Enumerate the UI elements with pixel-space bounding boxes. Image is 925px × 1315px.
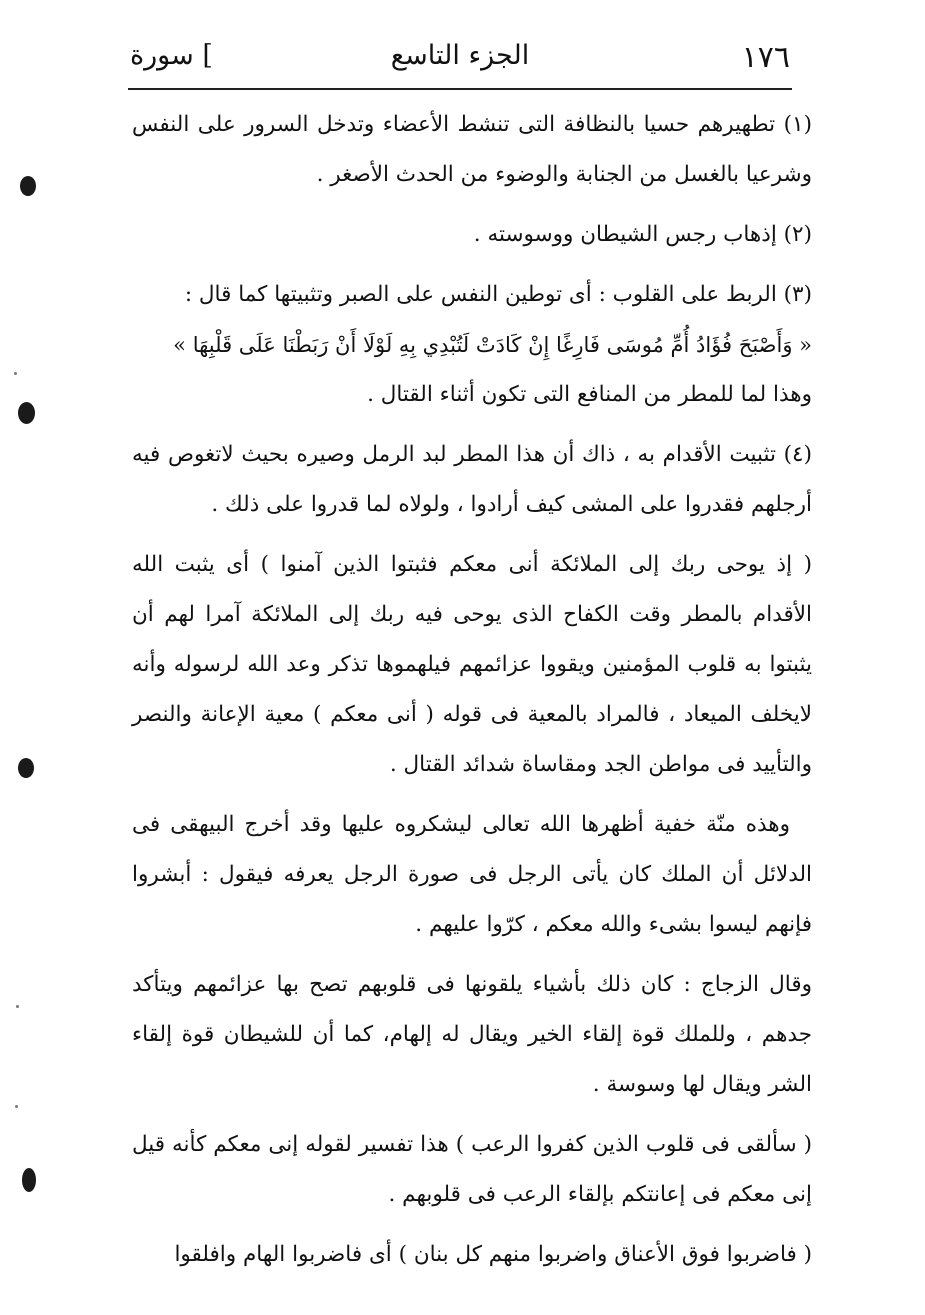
scan-blot <box>18 402 35 424</box>
scan-blot <box>20 176 36 196</box>
page-number: ١٧٦ <box>741 40 790 75</box>
scan-speck <box>15 1105 18 1108</box>
scan-blot <box>18 758 34 778</box>
paragraph-point-3-cont: وهذا لما للمطر من المنافع التى تكون أثناء القتال . <box>367 382 812 407</box>
paragraph-angels: ( إذ يوحى ربك إلى الملائكة أنى معكم فثبتوا الذين آمنوا ) أى يثبت الله الأقدام بالمطر وقت الكفاح الذى يوحى فيه ربك إلى الملائكة آمرا لهم أن يثبتوا به قلوب المؤمنين ويقووا عزائمهم فيلهموها تذكر وعد الله لرسوله وأنه لايخلف الميعاد ، فالمراد بالمعية فى قوله ( أنى معكم ) معية الإعانة والنصر والتأييد فى مواطن الجد ومقاساة شدائد القتال . <box>132 552 812 777</box>
page-header <box>130 38 790 94</box>
paragraph-strike: ( فاضربوا فوق الأعناق واضربوا منهم كل بنان ) أى فاضربوا الهام وافلقوا <box>174 1242 812 1267</box>
paragraph-point-1: (١) تطهيرهم حسيا بالنظافة التى تنشط الأعضاء وتدخل السرور على النفس وشرعيا بالغسل من الجنابة والوضوء من الحدث الأصغر . <box>132 112 812 187</box>
part-title: الجزء التاسع <box>390 40 530 71</box>
scan-speck <box>14 372 17 375</box>
paragraph-terror: ( سألقى فى قلوب الذين كفروا الرعب ) هذا تفسير لقوله إنى معكم كأنه قيل إنى معكم فى إعانتكم بإلقاء الرعب فى قلوبهم . <box>132 1132 812 1207</box>
scan-speck <box>16 1005 19 1008</box>
paragraph-point-2: (٢) إذهاب رجس الشيطان ووسوسته . <box>473 222 812 247</box>
quran-verse: « وَأَصْبَحَ فُؤَادُ أُمِّ مُوسَى فَارِغًا إِنْ كَادَتْ لَتُبْدِي بِهِ لَوْلَا أَنْ رَبَطْنَا عَلَى قَلْبِهَا » <box>173 333 812 357</box>
paragraph-point-3: (٣) الربط على القلوب : أى توطين النفس على الصبر وتثبيتها كما قال : <box>184 282 812 307</box>
surah-label: سورة [ <box>130 40 213 71</box>
paragraph-bayhaqi: وهذه منّة خفية أظهرها الله تعالى ليشكروه عليها وقد أخرج البيهقى فى الدلائل أن الملك كان يأتى الرجل فى صورة الرجل يعرفه فيقول : أبشروا فإنهم ليسوا بشىء والله معكم ، كرّوا عليهم . <box>132 812 812 937</box>
scan-blot <box>22 1168 36 1192</box>
paragraph-zajjaj: وقال الزجاج : كان ذلك بأشياء يلقونها فى قلوبهم تصح بها عزائمهم ويتأكد جدهم ، وللملك قوة إلقاء الخير ويقال له إلهام، كما أن للشيطان قوة إلقاء الشر ويقال لها وسوسة . <box>132 972 812 1097</box>
header-rule <box>128 88 792 90</box>
page-body <box>132 100 812 1280</box>
paragraph-point-4: (٤) تثبيت الأقدام به ، ذاك أن هذا المطر لبد الرمل وصيره بحيث لاتغوص فيه أرجلهم فقدروا على المشى كيف أرادوا ، ولولاه لما قدروا على ذلك . <box>132 442 812 517</box>
